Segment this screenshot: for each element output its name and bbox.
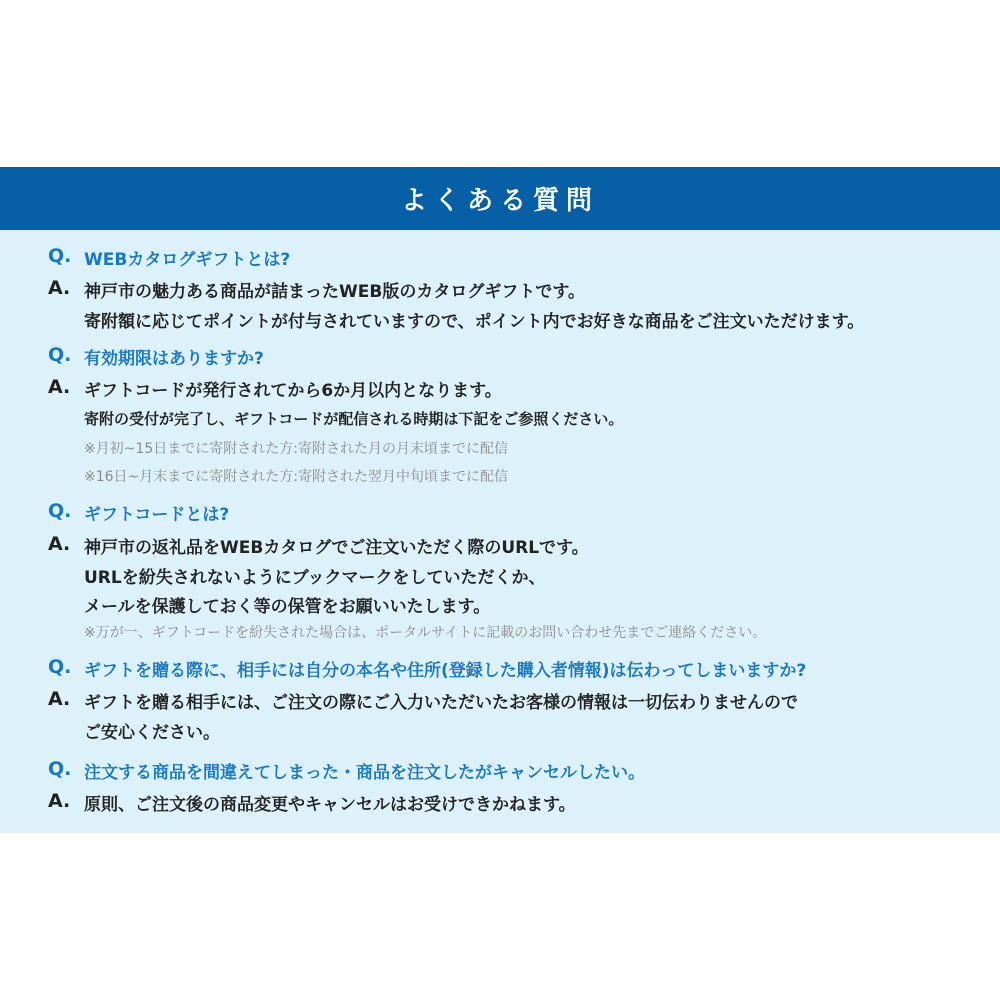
faq-list bbox=[0, 230, 1000, 833]
answer-marker: A. bbox=[48, 533, 71, 555]
faq-panel bbox=[0, 167, 1000, 833]
question-marker: Q. bbox=[48, 758, 72, 780]
answer-text: ギフトコードが発行されてから6か月以内となります。 bbox=[84, 381, 502, 401]
question-marker: Q. bbox=[48, 656, 72, 678]
question-text: ギフトコードとは? bbox=[84, 505, 230, 525]
answer-text: ギフトを贈る相手には、ご注文の際にご入力いただいたお客様の情報は一切伝わりませんので bbox=[84, 693, 798, 713]
question-marker: Q. bbox=[48, 500, 72, 522]
answer-text: URLを紛失されないようにブックマークをしていただくか、 bbox=[84, 568, 546, 588]
answer-note: ※16日~月末までに寄附された方:寄附された翌月中旬頃までに配信 bbox=[84, 469, 508, 485]
answer-text: 寄附の受付が完了し、ギフトコードが配信される時期は下記をご参照ください。 bbox=[84, 410, 624, 428]
answer-text: 神戸市の魅力ある商品が詰まったWEB版のカタログギフトです。 bbox=[84, 282, 585, 302]
answer-note: ※月初~15日までに寄附された方:寄附された月の月末頃までに配信 bbox=[84, 441, 508, 457]
answer-marker: A. bbox=[48, 376, 71, 398]
question-text: 有効期限はありますか? bbox=[84, 349, 264, 369]
answer-text: ご安心ください。 bbox=[84, 723, 220, 743]
answer-marker: A. bbox=[48, 790, 71, 812]
question-text: 注文する商品を間違えてしまった・商品を注文したがキャンセルしたい。 bbox=[84, 763, 645, 783]
answer-note: ※万が一、ギフトコードを紛失された場合は、ポータルサイトに記載のお問い合わせ先までご連絡ください。 bbox=[84, 625, 767, 641]
answer-text: 原則、ご注文後の商品変更やキャンセルはお受けできかねます。 bbox=[84, 795, 576, 815]
faq-title: よくある質問 bbox=[400, 186, 599, 216]
faq-header bbox=[0, 167, 1000, 230]
answer-text: 寄附額に応じてポイントが付与されていますので、ポイント内でお好きな商品をご注文いただけます。 bbox=[84, 312, 865, 332]
answer-text: 神戸市の返礼品をWEBカタログでご注文いただく際のURLです。 bbox=[84, 538, 589, 558]
question-marker: Q. bbox=[48, 344, 72, 366]
answer-marker: A. bbox=[48, 277, 71, 299]
answer-text: メールを保護しておく等の保管をお願いいたします。 bbox=[84, 597, 491, 617]
question-text: WEBカタログギフトとは? bbox=[84, 250, 291, 270]
question-text: ギフトを贈る際に、相手には自分の本名や住所(登録した購入者情報)は伝わってしまいますか? bbox=[84, 661, 807, 681]
question-marker: Q. bbox=[48, 245, 72, 267]
answer-marker: A. bbox=[48, 688, 71, 710]
